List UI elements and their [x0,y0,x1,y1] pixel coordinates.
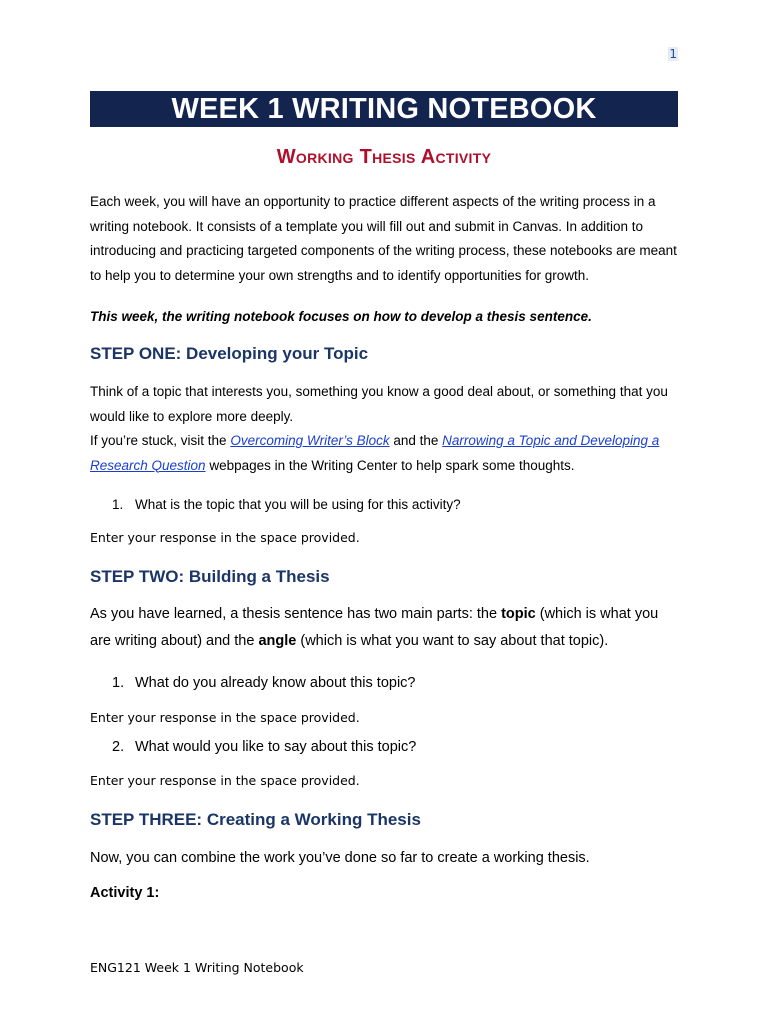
step-one-help-text-middle: and the [389,433,443,448]
step-three-heading: STEP THREE: Creating a Working Thesis [90,810,421,829]
question-number: 1. [112,497,124,512]
page-number: 1 [669,47,677,61]
step-one-intro-text: Think of a topic that interests you, something you know a good deal about, or something that you would like to explore more deeply. [90,384,668,424]
step-two-text-start: As you have learned, a thesis sentence has two main parts: the [90,606,502,622]
angle-keyword: angle [258,633,297,649]
step-two-text-end: (which is what you want to say about that topic). [296,633,609,649]
step-one-paragraph [90,380,678,478]
intro-paragraph: Each week, you will have an opportunity to practice different aspects of the writing process in a writing notebook. It consists of a template you will fill out and submit in Canvas. In addition to introducing and practicing targeted components of the writing process, these notebooks are meant to help you to determine your own strengths and to identify opportunities for growth. [90,194,677,283]
step-one-heading: STEP ONE: Developing your Topic [90,344,369,363]
overcoming-writers-block-link[interactable]: Overcoming Writer’s Block [230,433,390,448]
step-one-help-text-start: If you’re stuck, visit the [90,433,231,448]
question-text: What do you already know about this topic? [135,675,416,691]
question-number: 2. [112,739,125,755]
narrowing-topic-link[interactable]: Narrowing a Topic and Developing a Research Question [90,433,660,473]
step-two-paragraph [90,601,678,655]
page-subtitle: Working Thesis Activity [276,146,492,168]
step-two-question-2 [112,739,416,755]
topic-keyword: topic [501,606,536,622]
step-three-paragraph: Now, you can combine the work you’ve done so far to create a working thesis. [90,850,590,866]
step-two-question-1 [112,675,416,691]
step-two-response-prompt-1[interactable]: Enter your response in the space provided. [90,710,360,725]
step-one-response-prompt[interactable]: Enter your response in the space provided. [90,530,360,545]
page-title: WEEK 1 WRITING NOTEBOOK [90,91,678,127]
step-one-question-1 [112,497,461,512]
step-two-response-prompt-2[interactable]: Enter your response in the space provided. [90,773,360,788]
step-two-heading: STEP TWO: Building a Thesis [90,567,330,586]
step-one-help-text-end: webpages in the Writing Center to help spark some thoughts. [205,457,575,473]
question-number: 1. [112,675,125,691]
step-two-text-middle: (which is what you are writing about) and the [90,606,659,649]
document-page [90,0,678,1024]
activity-1-label: Activity 1: [90,885,160,901]
question-text: What is the topic that you will be using for this activity? [135,497,461,512]
question-text: What would you like to say about this topic? [135,739,417,755]
page-footer: ENG121 Week 1 Writing Notebook [90,960,304,975]
focus-statement: This week, the writing notebook focuses on how to develop a thesis sentence. [90,309,592,324]
